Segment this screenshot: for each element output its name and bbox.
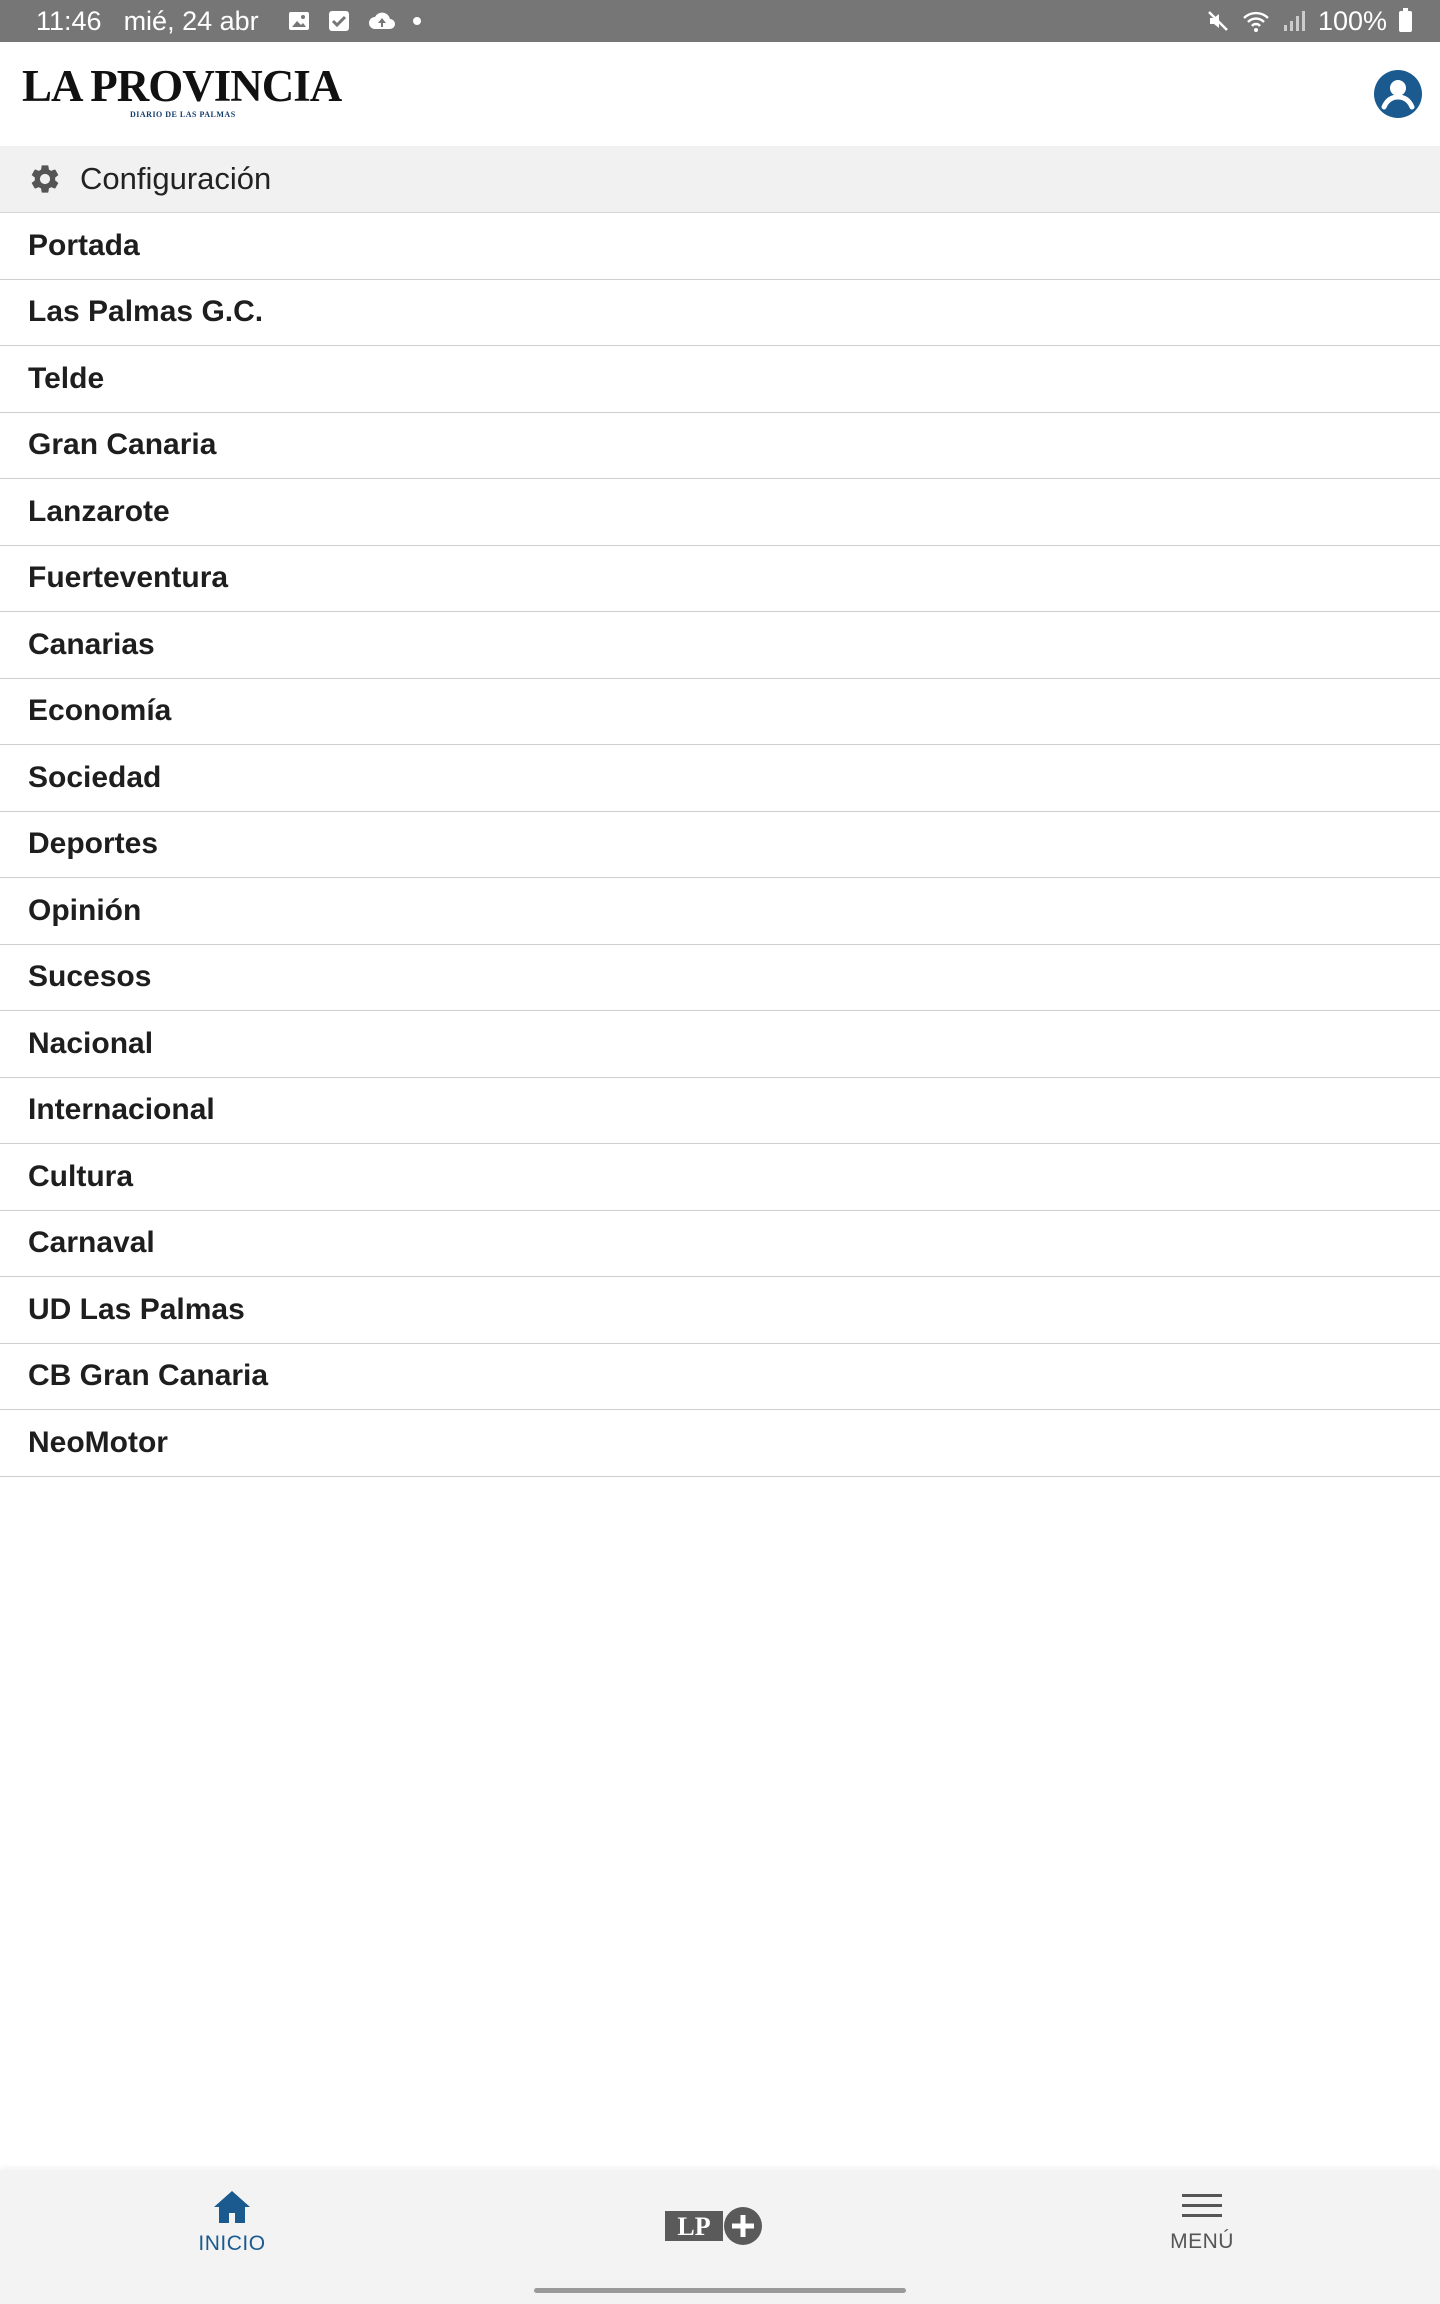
menu-item-label: Opinión <box>28 893 142 927</box>
menu-item-label: Cultura <box>28 1159 133 1193</box>
menu-item-cb-gran-canaria[interactable] <box>0 1344 1440 1411</box>
section-menu-list <box>0 213 1440 1477</box>
la-provincia-logo[interactable] <box>22 61 342 119</box>
menu-item-label: Lanzarote <box>28 494 170 528</box>
notification-icons <box>287 9 421 33</box>
menu-item-sucesos[interactable] <box>0 945 1440 1012</box>
menu-item-portada[interactable] <box>0 213 1440 280</box>
menu-item-economia[interactable] <box>0 679 1440 746</box>
home-icon <box>212 2188 252 2226</box>
check-icon <box>327 9 351 33</box>
lp-plus-logo[interactable] <box>663 2204 765 2248</box>
menu-item-label: Telde <box>28 361 105 395</box>
battery-icon <box>1399 11 1412 32</box>
account-icon[interactable] <box>1372 68 1424 120</box>
menu-item-label: Sociedad <box>28 760 162 794</box>
menu-item-gran-canaria[interactable] <box>0 413 1440 480</box>
image-icon <box>287 9 311 33</box>
menu-item-internacional[interactable] <box>0 1078 1440 1145</box>
bottom-nav <box>0 2170 1440 2304</box>
menu-item-carnaval[interactable] <box>0 1211 1440 1278</box>
menu-item-opinion[interactable] <box>0 878 1440 945</box>
logo-title: LA PROVINCIA <box>22 61 342 111</box>
gesture-handle[interactable] <box>534 2288 906 2293</box>
menu-item-label: UD Las Palmas <box>28 1292 245 1326</box>
settings-label: Configuración <box>80 161 272 196</box>
menu-item-label: Portada <box>28 228 140 262</box>
menu-item-label: Deportes <box>28 827 159 861</box>
cloud-upload-icon <box>367 9 397 33</box>
status-bar <box>0 0 1440 42</box>
wifi-icon <box>1242 9 1270 33</box>
status-left <box>36 6 421 37</box>
nav-menu-label: MENÚ <box>1170 2230 1234 2253</box>
nav-menu-button[interactable] <box>1152 2188 1252 2254</box>
menu-item-label: Las Palmas G.C. <box>28 295 264 329</box>
status-right <box>1206 6 1412 37</box>
menu-item-label: Nacional <box>28 1026 154 1060</box>
menu-item-label: NeoMotor <box>28 1425 168 1459</box>
menu-item-sociedad[interactable] <box>0 745 1440 812</box>
menu-item-label: Economía <box>28 694 172 728</box>
menu-item-lanzarote[interactable] <box>0 479 1440 546</box>
status-time: 11:46 <box>36 5 102 36</box>
menu-item-nacional[interactable] <box>0 1011 1440 1078</box>
menu-item-canarias[interactable] <box>0 612 1440 679</box>
signal-icon <box>1282 9 1306 33</box>
gear-icon <box>28 162 62 196</box>
logo-subtitle: DIARIO DE LAS PALMAS <box>130 110 236 119</box>
menu-item-label: CB Gran Canaria <box>28 1359 269 1393</box>
dot-icon <box>413 17 421 25</box>
menu-item-cultura[interactable] <box>0 1144 1440 1211</box>
menu-item-neomotor[interactable] <box>0 1410 1440 1477</box>
nav-home-label: INICIO <box>198 2232 266 2255</box>
settings-row[interactable] <box>0 146 1440 213</box>
hamburger-icon <box>1180 2188 1224 2224</box>
app-header <box>0 42 1440 146</box>
menu-item-label: Internacional <box>28 1093 215 1127</box>
menu-item-label: Canarias <box>28 627 155 661</box>
menu-item-label: Sucesos <box>28 960 152 994</box>
mute-icon <box>1206 9 1230 33</box>
menu-item-ud-las-palmas[interactable] <box>0 1277 1440 1344</box>
nav-home-button[interactable] <box>182 2188 282 2256</box>
menu-item-label: Carnaval <box>28 1226 155 1260</box>
menu-item-deportes[interactable] <box>0 812 1440 879</box>
svg-text:LP: LP <box>677 2212 711 2241</box>
menu-item-label: Fuerteventura <box>28 561 229 595</box>
status-date: mié, 24 abr <box>123 5 259 36</box>
menu-item-label: Gran Canaria <box>28 428 217 462</box>
menu-item-fuerteventura[interactable] <box>0 546 1440 613</box>
menu-item-las-palmas-gc[interactable] <box>0 280 1440 347</box>
battery-percent: 100% <box>1317 5 1387 36</box>
menu-item-telde[interactable] <box>0 346 1440 413</box>
